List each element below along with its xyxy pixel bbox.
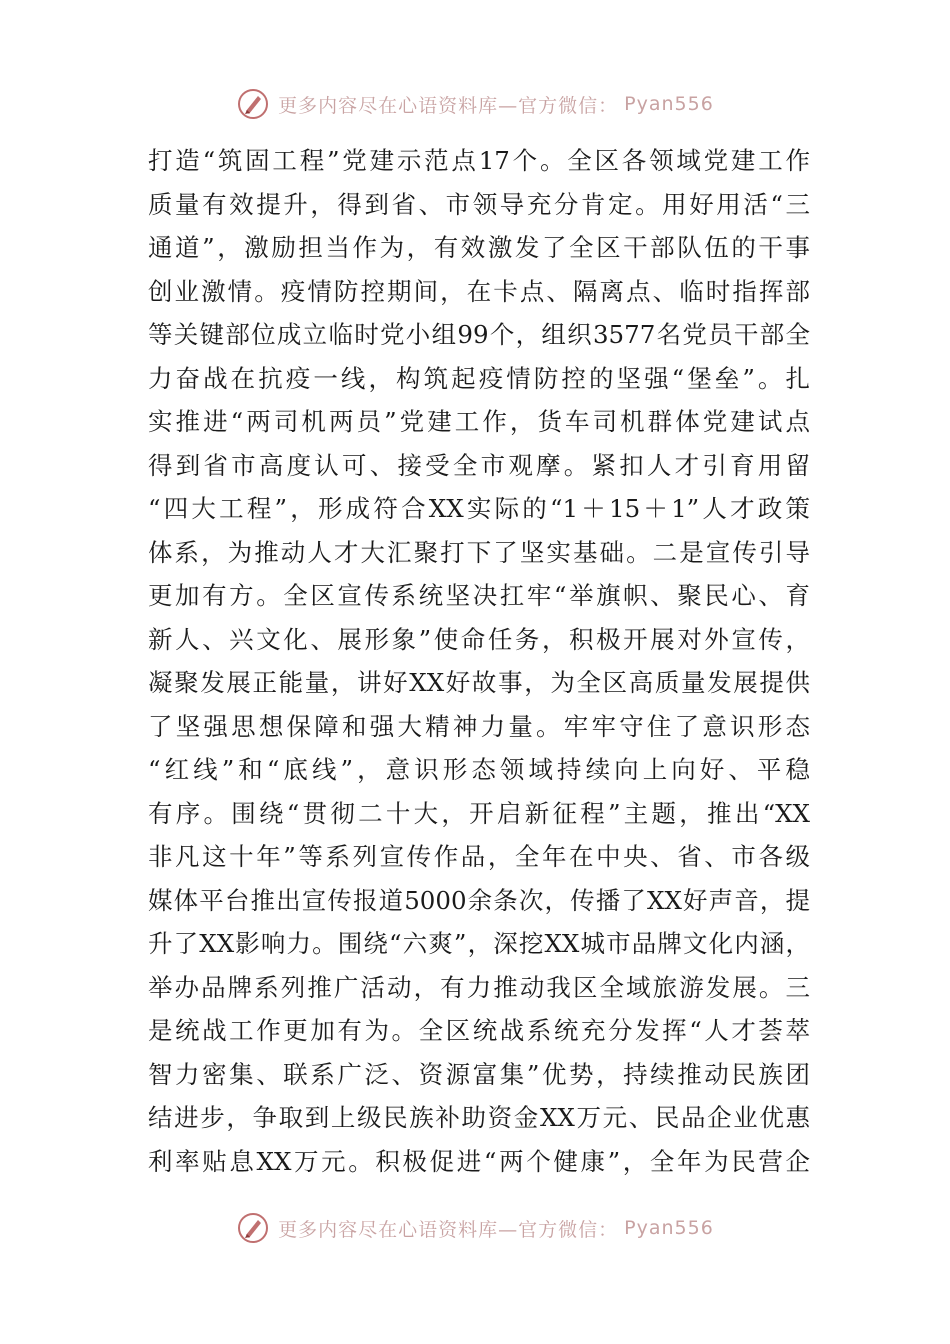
text-line: 举办品牌系列推广活动，有力推动我区全域旅游发展。三 [148,972,810,1002]
watermark-text: 更多内容尽在心语资料库—官方微信： [278,1218,619,1241]
text-line: 结进步，争取到上级民族补助资金XX万元、民品企业优惠 [148,1103,810,1132]
text-line: “红线”和“底线”，意识形态领域持续向上向好、平稳 [148,755,810,784]
text-line: 实推进“两司机两员”党建工作，货车司机群体党建试点 [148,407,810,436]
text-line: 是统战工作更加有为。全区统战系统充分发挥“人才荟萃 [148,1016,810,1045]
text-line: 升了XX影响力。围绕“六爽”，深挖XX城市品牌文化内涵， [148,929,810,958]
watermark-wechat-id: Pyan556 [624,1217,714,1239]
watermark-text: 更多内容尽在心语资料库—官方微信： [278,94,619,117]
text-line: “四大工程”，形成符合XX实际的“1＋15＋1”人才政策 [148,494,810,523]
text-line: 打造“筑固工程”党建示范点17个。全区各领域党建工作 [148,146,810,175]
pen-logo-icon [236,87,270,121]
text-line: 创业激情。疫情防控期间，在卡点、隔离点、临时指挥部 [148,276,810,306]
text-line: 得到省市高度认可、接受全市观摩。紧扣人才引育用留 [148,450,810,480]
text-line: 凝聚发展正能量，讲好XX好故事，为全区高质量发展提供 [148,668,810,697]
watermark-wechat-id: Pyan556 [624,93,714,115]
text-line: 体系，为推动人才大汇聚打下了坚实基础。二是宣传引导 [148,537,810,567]
text-line: 质量有效提升，得到省、市领导充分肯定。用好用活“三 [148,189,810,219]
text-line: 有序。围绕“贯彻二十大，开启新征程”主题，推出“XX [148,798,810,828]
text-line: 通道”，激励担当作为，有效激发了全区干部队伍的干事 [148,233,810,262]
text-line: 更加有方。全区宣传系统坚决扛牢“举旗帜、聚民心、育 [148,581,810,610]
text-line: 智力密集、联系广泛、资源富集”优势，持续推动民族团 [148,1059,810,1089]
document-body [148,139,810,1183]
text-line: 等关键部位成立临时党小组99个，组织3577名党员干部全 [148,320,810,349]
text-line: 力奋战在抗疫一线，构筑起疫情防控的坚强“堡垒”。扎 [148,363,810,393]
header-watermark [0,84,950,124]
text-line: 媒体平台推出宣传报道5000余条次，传播了XX好声音，提 [148,885,810,915]
footer-watermark [0,1208,950,1248]
text-line: 了坚强思想保障和强大精神力量。牢牢守住了意识形态 [148,711,810,741]
pen-logo-icon [236,1211,270,1245]
text-line: 新人、兴文化、展形象”使命任务，积极开展对外宣传， [148,624,810,654]
text-line: 利率贴息XX万元。积极促进“两个健康”，全年为民营企 [148,1146,810,1176]
text-line: 非凡这十年”等系列宣传作品，全年在中央、省、市各级 [148,842,810,871]
